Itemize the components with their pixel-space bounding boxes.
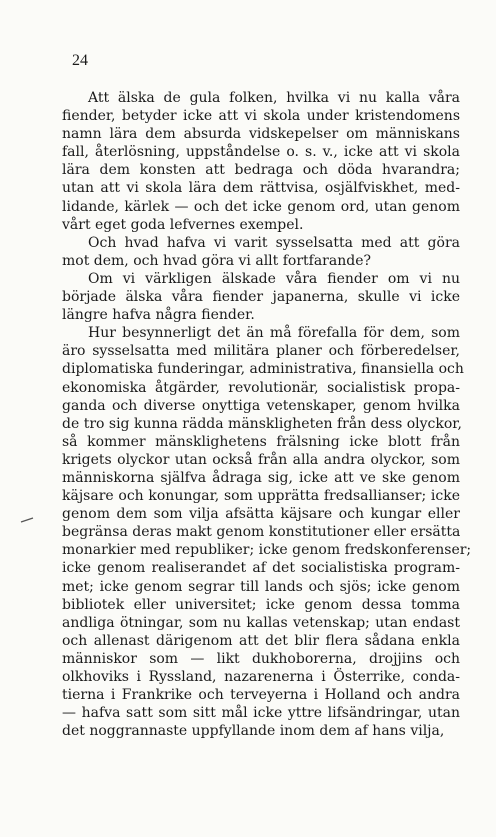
text-line: — hafva satt som sitt mål icke yttre lifsändringar, utan — [62, 705, 460, 722]
text-line: Hur besynnerligt det än må förefalla för dem, som — [88, 325, 460, 342]
text-line: genom dem som vilja afsätta käjsare och kungar eller — [62, 506, 460, 523]
text-line: tierna i Frankrike och terveyerna i Holland och andra — [62, 687, 460, 704]
text-line: längre hafva några fiender. — [62, 307, 255, 324]
text-line: började älska våra fiender japanerna, skulle vi icke — [62, 289, 460, 306]
text-line: människorna själfva ådraga sig, icke att ve ske genom — [62, 469, 460, 486]
paragraph — [62, 234, 460, 270]
text-line: lära dem konsten att bedraga och döda hvarandra; — [62, 162, 460, 179]
paragraph — [62, 270, 460, 324]
text-line: ganda och diverse onyttiga vetenskaper, genom hvilka — [62, 397, 460, 414]
text-line: vårt eget goda lefvernes exempel. — [62, 216, 304, 233]
text-line: namn lära dem absurda vidskepelser om människans — [62, 126, 460, 143]
text-line: met; icke genom segrar till lands och sjös; icke genom — [62, 578, 460, 595]
text-line: Om vi värkligen älskade våra fiender om vi nu — [88, 270, 460, 287]
text-line: käjsare och konungar, som upprätta fredsallianser; icke — [62, 488, 460, 505]
text-line: människor som — likt dukhoborerna, drojjins och — [62, 650, 460, 667]
text-line: och allenast därigenom att det blir flera sådana enkla — [62, 632, 460, 649]
text-line: de tro sig kunna rädda mänskligheten från dess olyckor, — [62, 415, 462, 432]
text-line: fall, återlösning, uppståndelse o. s. v., icke att vi skola — [62, 144, 460, 161]
text-line: det noggrannaste uppfyllande inom dem af hans vilja, — [62, 723, 445, 740]
text-line: Att älska de gula folken, hvilka vi nu kalla våra — [88, 90, 460, 106]
text-line: icke genom realiserandet af det socialistiska program- — [62, 560, 460, 577]
text-line: så kommer mänsklighetens frälsning icke blott från — [62, 433, 460, 450]
text-line: krigets olyckor utan också från alla andra olyckor, som — [62, 451, 460, 468]
text-line: ekonomiska åtgärder, revolutionär, socialistisk propa- — [62, 379, 460, 396]
text-line: lidande, kärlek — och det icke genom ord, utan genom — [62, 198, 460, 215]
text-line: Och hvad hafva vi varit sysselsatta med att göra — [88, 234, 460, 251]
text-line: mot dem, och hvad göra vi allt fortfarande? — [62, 252, 371, 269]
text-line: diplomatiska funderingar, administrativa, finansiella och — [62, 361, 464, 378]
text-line: andliga ötningar, som nu kallas vetenskap; utan endast — [62, 614, 460, 631]
text-line: monarkier med republiker; icke genom fredskonferenser; — [62, 542, 472, 559]
paragraph — [62, 89, 460, 234]
text-line: äro sysselsatta med militära planer och förberedelser, — [62, 343, 460, 360]
text-line: bibliotek eller universitet; icke genom dessa tomma — [62, 596, 460, 613]
page-number: 24 — [72, 52, 88, 69]
text-line: olkhoviks i Ryssland, nazarenerna i Österrike, conda- — [62, 669, 460, 685]
text-line: begränsa deras makt genom konstitutioner eller ersätta — [62, 524, 461, 541]
text-line: utan att vi skola lära dem rättvisa, osjälfviskhet, med- — [62, 180, 460, 197]
text-line: fiender, betyder icke att vi skola under kristendomens — [62, 108, 460, 125]
paragraph — [62, 324, 472, 740]
margin-pencil-mark — [20, 517, 34, 523]
body-text — [62, 89, 472, 740]
